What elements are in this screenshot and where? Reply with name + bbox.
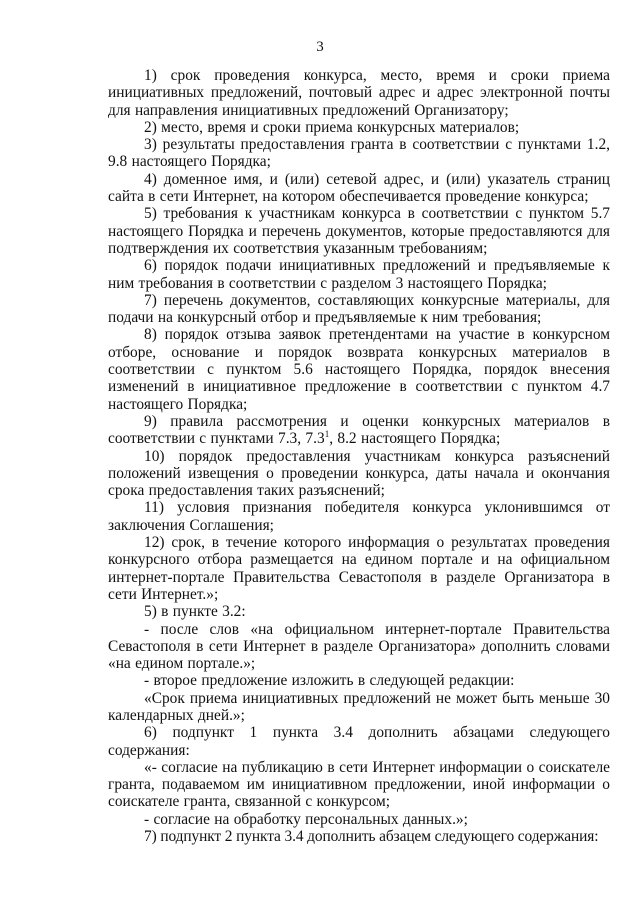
paragraph-15: - второе предложение изложить в следующей редакции: (144, 672, 515, 690)
paragraph-12: 12) срок, в течение которого информация о результатах проведения конкурсного отбора размещается на едином портале и на официальном интернет-портале Правительства Севастополя в разделе Организатора в сети Интернет.»; (108, 534, 610, 603)
paragraph-6: 6) порядок подачи инициативных предложений и предъявляемые к ним требования в соответствии с разделом 3 настоящего Порядка; (108, 257, 610, 292)
paragraph-18: «- согласие на публикацию в сети Интернет информации о соискателе гранта, подаваемом им инициативном предложении, иной информации о соискателе гранта, связанной с конкурсом; (108, 758, 610, 811)
paragraph-19: - согласие на обработку персональных данных.»; (144, 810, 468, 828)
paragraph-9 (108, 413, 610, 448)
paragraph-4: 4) доменное имя, и (или) сетевой адрес, и (или) указатель страниц сайта в сети Интернет, на котором обеспечивается проведение конкурса; (108, 170, 610, 206)
paragraph-8: 8) порядок отзыва заявок претендентами на участие в конкурсном отборе, основание и порядок возврата конкурсных материалов в соответствии с пунктом 5.6 настоящего Порядка, порядок внесения изменений в инициативное предложение в соответствии с пунктом 4.7 настоящего Порядка; (108, 326, 610, 413)
paragraph-7: 7) перечень документов, составляющих конкурсные материалы, для подачи на конкурсный отбор и предъявляемые к ним требования; (108, 291, 610, 327)
document-body (108, 67, 610, 845)
paragraph-13: 5) в пункте 3.2: (144, 603, 246, 621)
paragraph-11: 11) условия признания победителя конкурса уклонившимся от заключения Соглашения; (108, 499, 610, 534)
paragraph-9-tail: , 8.2 настоящего Порядка; (329, 430, 501, 448)
paragraph-20: 7) подпункт 2 пункта 3.4 дополнить абзацем следующего содержания: (144, 828, 599, 846)
paragraph-16: «Срок приема инициативных предложений не может быть меньше 30 календарных дней.»; (108, 689, 610, 724)
page-number: 3 (316, 39, 324, 55)
paragraph-9-text: 9) правила рассмотрения и оценки конкурсных материалов в соответствии с пунктами 7.3, 7.3 (108, 412, 610, 448)
paragraph-3: 3) результаты предоставления гранта в соответствии с пунктами 1.2, 9.8 настоящего Порядка; (108, 136, 610, 171)
paragraph-2: 2) место, время и сроки приема конкурсных материалов; (144, 118, 520, 136)
paragraph-5: 5) требования к участникам конкурса в соответствии с пунктом 5.7 настоящего Порядка и перечень документов, которые предоставляются для подтверждения их соответствия указанным требованиям; (108, 205, 610, 257)
paragraph-14: - после слов «на официальном интернет-портале Правительства Севастополя в сети Интернет в разделе Организатора» дополнить словами «на едином портале.»; (108, 620, 610, 673)
superscript-1: 1 (324, 429, 330, 440)
paragraph-17: 6) подпункт 1 пункта 3.4 дополнить абзацами следующего содержания: (108, 724, 610, 759)
paragraph-10: 10) порядок предоставления участникам конкурса разъяснений положений извещения о проведении конкурса, даты начала и окончания срока предоставления таких разъяснений; (108, 447, 610, 500)
paragraph-1: 1) срок проведения конкурса, место, время и сроки приема инициативных предложений, почтовый адрес и адрес электронной почты для направления инициативных предложений Организатору; (108, 67, 610, 119)
